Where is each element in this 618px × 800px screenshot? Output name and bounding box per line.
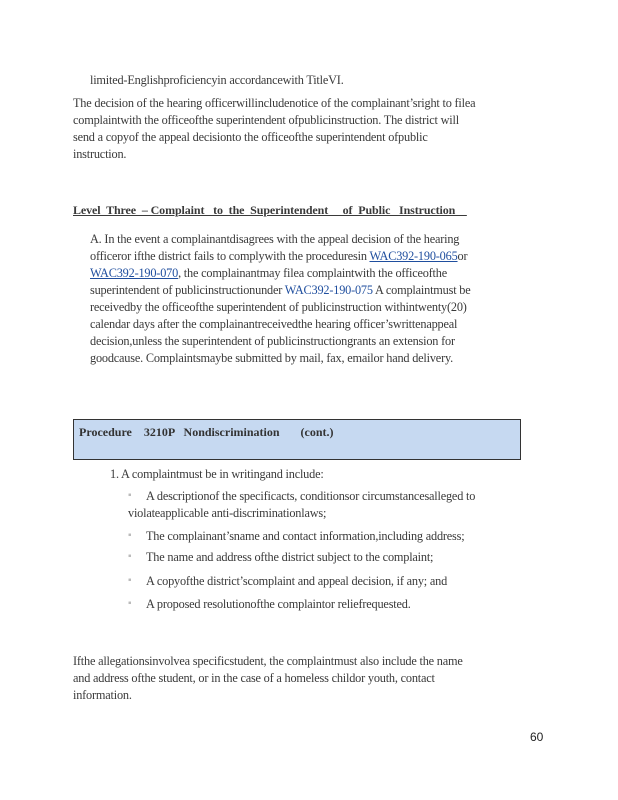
- bullet-icon: ▪: [128, 490, 132, 501]
- decision-line: The decision of the hearing officerwillincludenotice of the complainant’sright to filea: [73, 96, 476, 110]
- paragraph-a-text: or: [457, 249, 468, 263]
- paragraph-a-text: A complaintmust be: [372, 283, 471, 297]
- paragraph-a-line: [90, 282, 471, 299]
- wac-075-link[interactable]: WAC392-190-075: [284, 283, 373, 297]
- list-item: The name and address ofthe district subject to the complaint;: [146, 550, 434, 564]
- paragraph-a-text: , the complainantmay filea complaintwith the officeofthe: [178, 266, 447, 280]
- paragraph-a-line: [90, 248, 467, 265]
- final-paragraph-line: and address ofthe student, or in the case of a homeless childor youth, contact: [73, 671, 435, 685]
- list-item: The complainant’sname and contact information,including address;: [146, 529, 465, 543]
- intro-line: limited-Englishproficiencyin accordancewith TitleVI.: [90, 73, 344, 87]
- paragraph-a-text: superintendent of publicinstructionunder: [90, 283, 285, 297]
- decision-line: send a copyof the appeal decisionto the officeofthe superintendent ofpublic: [73, 130, 428, 144]
- wac-070-link[interactable]: WAC392-190-070: [90, 266, 179, 280]
- decision-line: complaintwith the officeofthe superintendent ofpublicinstruction. The district will: [73, 113, 459, 127]
- paragraph-a-text: officeror ifthe district fails to complywith the proceduresin: [90, 249, 370, 263]
- list-item-1: 1. A complaintmust be in writingand include:: [110, 467, 324, 481]
- procedure-header-label: Procedure 3210P Nondiscrimination (cont.): [79, 425, 334, 439]
- level-three-heading: Level Three – Complaint to the Superintendent of Public Instruction: [73, 203, 467, 217]
- paragraph-a-line: A. In the event a complainantdisagrees with the appeal decision of the hearing: [90, 232, 460, 246]
- paragraph-a-line: calendar days after the complainantreceivedthe hearing officer’swrittenappeal: [90, 317, 458, 331]
- page-number: 60: [530, 730, 544, 744]
- paragraph-a-line: [90, 265, 447, 282]
- paragraph-a-line: receivedby the officeofthe superintendent of publicinstruction withintwenty(20): [90, 300, 467, 314]
- list-item: A proposed resolutionofthe complaintor reliefrequested.: [146, 597, 411, 611]
- final-paragraph-line: information.: [73, 688, 132, 702]
- list-item: A copyofthe district’scomplaint and appeal decision, if any; and: [146, 574, 448, 588]
- bullet-icon: ▪: [128, 575, 132, 586]
- bullet-icon: ▪: [128, 598, 132, 609]
- procedure-header-box: [73, 419, 521, 460]
- wac-065-link[interactable]: WAC392-190-065: [369, 249, 458, 263]
- list-item: A descriptionof the specificacts, conditionsor circumstancesalleged to: [146, 489, 476, 503]
- paragraph-a-line: goodcause. Complaintsmaybe submitted by mail, fax, emailor hand delivery.: [90, 351, 453, 365]
- bullet-icon: ▪: [128, 551, 132, 562]
- list-item: violateapplicable anti-discriminationlaws;: [128, 506, 327, 520]
- final-paragraph-line: Ifthe allegationsinvolvea specificstudent, the complaintmust also include the name: [73, 654, 463, 668]
- paragraph-a-line: decision,unless the superintendent of publicinstructiongrants an extension for: [90, 334, 455, 348]
- decision-line: instruction.: [73, 147, 127, 161]
- bullet-icon: ▪: [128, 530, 132, 541]
